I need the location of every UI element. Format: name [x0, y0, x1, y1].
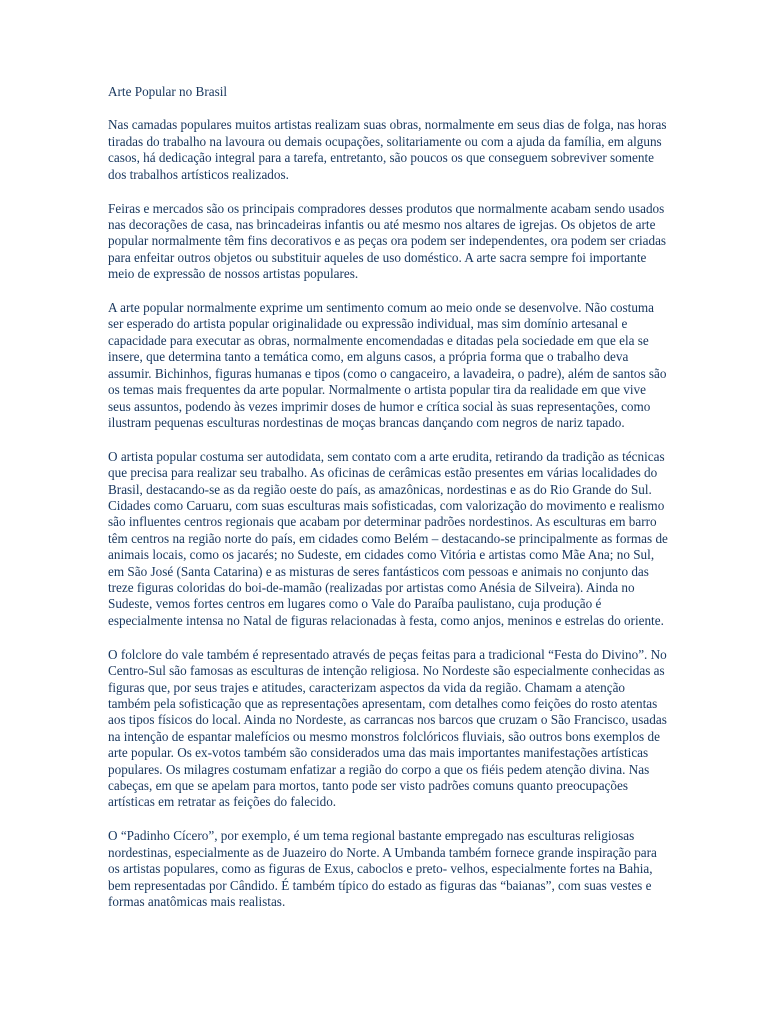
paragraph-3: A arte popular normalmente exprime um sentimento comum ao meio onde se desenvolve. Não costuma ser esperado do artista popular originalidade ou expressão individual, mas sim domínio artesanal e capacidade para executar as obras, normalmente encomendadas e ditadas pela sociedade em que ela se insere, que determina tanto a temática como, em alguns casos, a própria forma que o trabalho deva assumir. Bichinhos, figuras humanas e tipos (como o cangaceiro, a lavadeira, o padre), além de santos são os temas mais frequentes da arte popular. Normalmente o artista popular tira da realidade em que vive seus assuntos, podendo às vezes imprimir doses de humor e crítica social às suas representações, como ilustram pequenas esculturas nordestinas de moças brancas dançando com negros de nariz tapado.: [108, 300, 667, 430]
paragraph-2: Feiras e mercados são os principais compradores desses produtos que normalmente acabam sendo usados nas decorações de casa, nas brincadeiras infantis ou até mesmo nos altares de igrejas. Os objetos de arte popular normalmente têm fins decorativos e as peças ora podem ser independentes, ora podem ser criadas para enfeitar outros objetos ou substituir aqueles de uso doméstico. A arte sacra sempre foi importante meio de expressão de nossos artistas populares.: [108, 200, 667, 282]
document-title: Arte Popular no Brasil: [108, 84, 228, 99]
document-body: [108, 84, 668, 928]
paragraph-5: O folclore do vale também é representado através de peças feitas para a tradicional “Festa do Divino”. No Centro-Sul são famosas as esculturas de intenção religiosa. No Nordeste são especialmente conhecidas as figuras que, por seus trajes e atitudes, caracterizam aspectos da vida da região. Chamam a atenção também pela sofisticação que as representações apresentam, com detalhes como feições do rosto atentas aos tipos físicos do local. Ainda no Nordeste, as carrancas nos barcos que cruzam o São Francisco, usadas na intenção de espantar malefícios ou mesmo monstros folclóricos fluviais, são outros bons exemplos de arte popular. Os ex-votos também são considerados uma das mais importantes manifestações artísticas populares. Os milagres costumam enfatizar a região do corpo a que os fiéis pedem atenção divina. Nas cabeças, em que se apelam para mortos, tanto pode ser visto padrões comuns quanto preocupações artísticas em retratar as feições do falecido.: [108, 646, 667, 810]
paragraph-6: O “Padinho Cícero”, por exemplo, é um tema regional bastante empregado nas esculturas religiosas nordestinas, especialmente as de Juazeiro do Norte. A Umbanda também fornece grande inspiração para os artistas populares, como as figuras de Exus, caboclos e preto- velhos, especialmente fortes na Bahia, bem representadas por Cândido. É também típico do estado as figuras das “baianas”, com suas vestes e formas anatômicas mais realistas.: [108, 828, 657, 909]
paragraph-4: O artista popular costuma ser autodidata, sem contato com a arte erudita, retirando da tradição as técnicas que precisa para realizar seu trabalho. As oficinas de cerâmicas estão presentes em várias localidades do Brasil, destacando-se as da região oeste do país, as amazônicas, nordestinas e as do Rio Grande do Sul. Cidades como Caruaru, com suas esculturas mais sofisticadas, com valorização do movimento e realismo são influentes centros regionais que acabam por determinar padrões nordestinos. As esculturas em barro têm centros na região norte do país, em cidades como Belém – destacando-se principalmente as formas de animais locais, como os jacarés; no Sudeste, em cidades como Vitória e artistas como Mãe Ana; no Sul, em São José (Santa Catarina) e as misturas de seres fantásticos com pessoas e animais no conjunto das treze figuras coloridas do boi-de-mamão (realizadas por artistas como Anésia de Silveira). Ainda no Sudeste, vemos fortes centros em lugares como o Vale do Paraíba paulistano, cuja produção é especialmente intensa no Natal de figuras relacionadas à festa, como anjos, meninos e estrelas do oriente.: [108, 448, 668, 628]
paragraph-1: Nas camadas populares muitos artistas realizam suas obras, normalmente em seus dias de folga, nas horas tiradas do trabalho na lavoura ou demais ocupações, solitariamente ou com a ajuda da família, em alguns casos, há dedicação integral para a tarefa, entretanto, são poucos os que conseguem sobreviver somente dos trabalhos artísticos realizados.: [108, 117, 667, 182]
